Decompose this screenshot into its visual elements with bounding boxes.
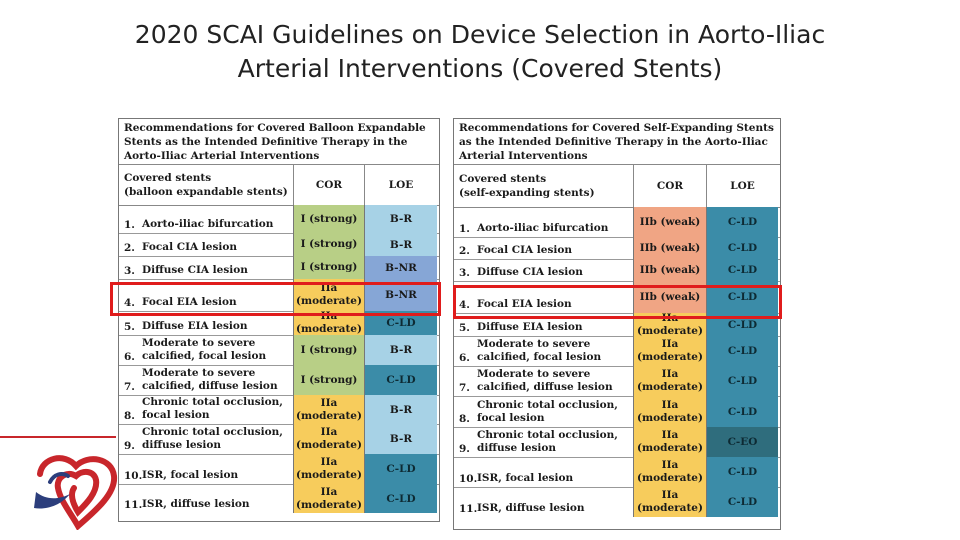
row-label-cell [454,259,633,281]
cor-value-line: IIa [661,368,679,380]
row-number: 1. [124,219,135,231]
cor-value-line: IIa [320,396,338,409]
cor-cell [633,336,706,366]
row-label-line: Moderate to severe [477,338,591,350]
loe-cell: C-LD [706,259,778,281]
row-label [142,264,248,277]
row-label-line: Focal EIA lesion [477,298,572,310]
table-row [119,395,439,425]
cor-value-line: IIa [320,456,338,468]
table-row [119,233,439,257]
row-label [477,429,618,455]
cor-cell [293,205,364,233]
loe-cell: C-LD [706,207,778,237]
divider-line [0,436,116,438]
row-label-line: Diffuse CIA lesion [142,264,248,276]
row-label-cell [454,427,633,457]
row-label-cell [454,457,633,487]
cor-cell [293,256,364,279]
slide-title [0,18,960,86]
cor-cell [293,365,364,395]
highlight-box-left [110,282,441,316]
cor-value-line: (moderate) [637,381,703,393]
row-number: 4. [459,299,470,311]
cor-cell [293,454,364,484]
cor-value-line: I (strong) [300,373,358,386]
loe-cell: B-R [364,395,437,424]
cor-value-line: IIa [320,426,338,438]
table-row [454,457,780,488]
cor-value-line: IIb (weak) [639,241,701,254]
column-header-stents-line: Covered stents [124,172,212,184]
row-label-line: calcified, diffuse lesion [477,381,613,393]
row-label-cell [119,335,293,365]
table-header-line: as the Intended Definitive Therapy in the Aorto-Iliac [459,136,768,148]
cor-value-line: (moderate) [296,409,362,422]
loe-cell: C-LD [706,366,778,396]
row-number: 10. [459,473,478,485]
cor-value-line: (moderate) [296,295,362,307]
balloon-expandable-table [118,118,440,522]
cor-value-line: (moderate) [637,442,703,454]
column-header-cor: COR [633,165,706,207]
row-number: 3. [459,267,470,279]
row-label-line: focal lesion [142,409,210,421]
title-line-2: Arterial Interventions (Covered Stents) [237,54,723,83]
row-label-line: calcified, diffuse lesion [142,380,278,392]
row-label-cell [119,484,293,513]
cor-cell [633,396,706,427]
cor-value-line: I (strong) [300,261,358,273]
table-header [119,119,439,165]
loe-cell: C-LD [706,457,778,487]
row-label-cell [454,487,633,517]
row-label-line: diffuse lesion [477,442,557,454]
cor-cell [293,335,364,365]
row-label [477,266,583,279]
cor-value-line: IIa [320,310,338,322]
row-label-line: ISR, diffuse lesion [477,502,585,514]
row-label-line: focal lesion [477,412,545,424]
row-number: 5. [459,322,470,334]
row-label-cell [454,366,633,396]
row-number: 3. [124,265,135,277]
row-label [477,222,608,235]
row-label-cell [119,424,293,454]
table-row [454,336,780,367]
table-row [454,487,780,517]
cor-value-line: (moderate) [637,411,703,424]
row-label-cell [454,396,633,427]
column-header-stents [454,165,633,207]
cor-cell [633,366,706,396]
cor-cell [633,487,706,517]
row-number: 1. [459,223,470,235]
row-label-line: Diffuse EIA lesion [142,320,248,332]
row-number: 11. [124,499,143,511]
cor-value-line: IIa [661,459,679,471]
row-number: 11. [459,503,478,515]
table-row [454,207,780,238]
loe-cell: C-LD [364,311,437,335]
row-number: 6. [459,352,470,364]
title-line-1: 2020 SCAI Guidelines on Device Selection in Aorto-Iliac [134,20,826,49]
row-label [477,338,601,364]
table-row [119,484,439,513]
row-label [142,498,250,511]
cor-value-line: IIa [661,489,679,501]
loe-cell: C-LD [706,336,778,366]
cor-value-line: (moderate) [296,439,362,451]
row-label-line: Moderate to severe [142,337,256,349]
cor-value-line: (moderate) [296,498,362,511]
row-label [142,241,237,254]
table-row [119,454,439,485]
row-label-cell [119,395,293,424]
row-label-cell [119,365,293,395]
loe-cell: C-LD [706,396,778,427]
row-label-line: Chronic total occlusion, [477,399,618,411]
loe-cell: B-R [364,233,437,256]
row-label-cell [119,454,293,484]
row-label [142,426,283,452]
self-expanding-table [453,118,781,530]
row-label-line: Focal EIA lesion [142,296,237,308]
column-header-loe: LOE [364,165,437,205]
row-number: 6. [124,351,135,363]
cor-cell [293,395,364,424]
row-label-line: ISR, focal lesion [477,472,574,484]
row-label-cell [119,233,293,256]
table-row [119,205,439,234]
row-label [142,320,248,333]
table-header-line: Recommendations for Covered Balloon Expandable [124,122,426,134]
column-header-stents-line: Covered stents [459,173,547,185]
row-label-line: Chronic total occlusion, [477,429,618,441]
cor-value-line: (moderate) [637,351,703,363]
cor-value-line: IIa [661,429,679,441]
row-label [142,367,278,393]
cor-cell [293,233,364,256]
loe-cell: C-EO [706,427,778,457]
loe-cell: C-LD [364,365,437,395]
cor-cell [633,427,706,457]
heart-logo-icon [30,452,120,530]
row-label [477,399,618,425]
row-label-cell [454,207,633,237]
cor-value-line: (moderate) [637,472,703,484]
cor-value-line: IIa [661,311,679,324]
cor-cell [633,259,706,281]
row-label [477,502,585,515]
row-number: 7. [124,381,135,393]
row-label-line: calcified, focal lesion [142,350,267,362]
row-number: 7. [459,382,470,394]
highlight-box-right [453,285,782,319]
row-label-line: ISR, diffuse lesion [142,498,250,510]
cor-cell [633,237,706,259]
row-label [477,472,573,485]
row-label-cell [119,256,293,279]
row-label [477,321,583,334]
table-row [119,256,439,280]
loe-cell: B-R [364,205,437,233]
row-label-line: Moderate to severe [477,368,591,380]
cor-value-line: (moderate) [296,469,362,481]
row-label-line: diffuse lesion [142,439,222,451]
loe-cell: C-LD [706,281,778,313]
column-header-stents-line: (balloon expandable stents) [124,186,288,198]
row-label-line: Chronic total occlusion, [142,396,283,408]
cor-cell [293,484,364,513]
column-header-stents [119,165,293,205]
row-label-line: Diffuse CIA lesion [477,266,583,278]
row-number: 8. [124,410,135,422]
table-row [119,335,439,366]
row-number: 4. [124,297,135,309]
table-header-line: Stents as the Intended Definitive Therapy in the [124,136,408,148]
table-row [119,365,439,396]
row-label-line: Aorto-iliac bifurcation [142,218,274,230]
cor-value-line: IIb (weak) [639,290,701,303]
row-label-line: Aorto-iliac bifurcation [477,222,609,234]
row-label [477,368,613,394]
column-header-row [454,165,780,208]
row-number: 9. [459,443,470,455]
table-header [454,119,780,165]
row-number: 2. [459,245,470,257]
loe-cell: B-R [364,424,437,454]
loe-cell: B-NR [364,256,437,279]
row-label-cell [119,205,293,233]
cor-value-line: (moderate) [637,502,703,514]
column-header-stents-line: (self-expanding stents) [459,187,595,199]
cor-cell [633,207,706,237]
cor-value-line: (moderate) [637,324,703,337]
loe-cell: C-LD [706,487,778,517]
table-header-line: Aorto-Iliac Arterial Interventions [124,150,320,162]
loe-cell: C-LD [364,484,437,513]
cor-value-line: (moderate) [296,323,362,335]
table-header-line: Recommendations for Covered Self-Expanding Stents [459,122,774,134]
row-label-line: ISR, focal lesion [142,469,239,481]
column-header-loe: LOE [706,165,778,207]
row-label-cell [454,237,633,259]
cor-cell [633,457,706,487]
loe-cell: C-LD [364,454,437,484]
loe-cell: B-NR [364,279,437,311]
row-label-line: Moderate to severe [142,367,256,379]
row-number: 10. [124,470,143,482]
loe-cell: C-LD [706,237,778,259]
cor-value-line: IIa [661,398,679,411]
table-row [454,237,780,260]
table-row [454,427,780,458]
table-header-line: Arterial Interventions [459,150,588,162]
cor-value-line: I (strong) [300,212,358,225]
row-number: 8. [459,413,470,425]
row-number: 9. [124,440,135,452]
row-label-line: Focal CIA lesion [142,241,238,253]
cor-cell [293,424,364,454]
cor-value-line: IIa [320,485,338,498]
cor-value-line: I (strong) [300,343,358,356]
row-label [142,218,273,231]
column-header-cor: COR [293,165,364,205]
row-label-line: Focal CIA lesion [477,244,573,256]
row-label [142,337,266,363]
row-number: 2. [124,242,135,254]
row-label-line: Chronic total occlusion, [142,426,283,438]
table-row [119,424,439,455]
row-label [142,469,238,482]
table-row [454,259,780,282]
column-header-row [119,165,439,206]
row-label-line: Diffuse EIA lesion [477,321,583,333]
loe-cell: C-LD [706,313,778,336]
cor-value-line: IIb (weak) [639,215,701,228]
cor-value-line: IIa [661,338,679,350]
table-row [454,396,780,428]
row-label [477,244,572,257]
row-label-line: calcified, focal lesion [477,351,602,363]
table-row [454,366,780,397]
cor-value-line: IIb (weak) [639,263,701,276]
cor-value-line: IIa [320,282,338,294]
cor-value-line: I (strong) [300,238,358,250]
row-number: 5. [124,321,135,333]
loe-cell: B-R [364,335,437,365]
row-label [142,396,283,422]
row-label-cell [454,336,633,366]
